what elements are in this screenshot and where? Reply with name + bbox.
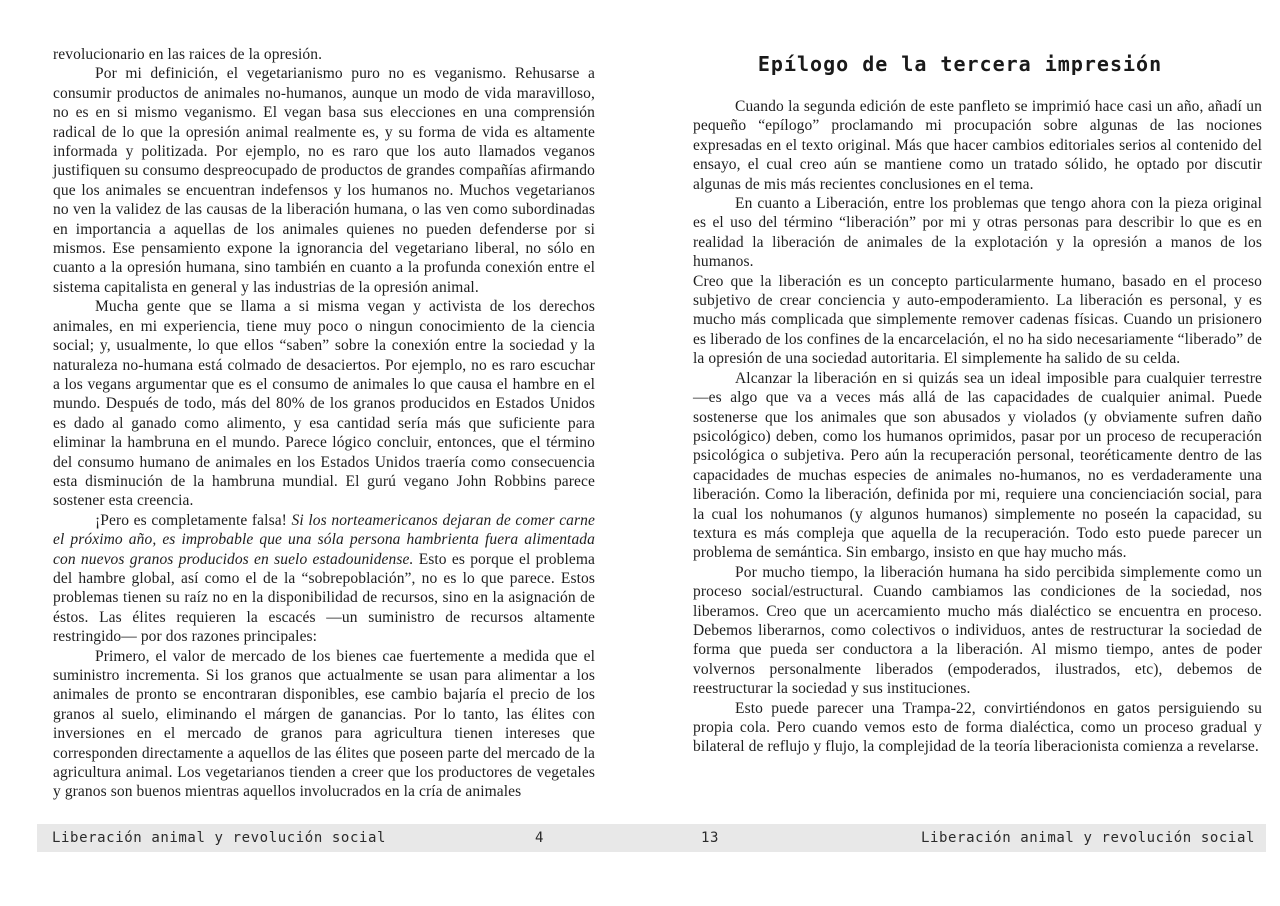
footer-right-page-number: 13 [701, 830, 720, 846]
paragraph [693, 194, 1262, 272]
paragraph [53, 647, 595, 802]
text-run: revolucionario en las raices de la opresión. [53, 46, 323, 63]
text-run: Creo que la liberación es un concepto particularmente humano, basado en el proceso subjetivo de crear conciencia y auto-empoderamiento. La liberación es personal, y es mucho más complicada que simplemente remover cadenas físicas. Cuando un prisionero es liberado de los confines de la encarcelación, el no ha sido necesariamente “liberado” de la opresión de una sociedad autoritaria. El simplemente ha salido de su celda. [693, 272, 1262, 368]
text-run: Cuando la segunda edición de este panfleto se imprimió hace casi un año, añadí un pequeño “epílogo” proclamando mi procupación sobre algunas de las nociones expresadas en el texto original. Más que hacer cambios editoriales serios al contenido del ensayo, el cual creo aún se mantiene como un tratado sólido, he optado por discutir algunas de mis más recientes conclusiones en el tema. [693, 98, 1262, 193]
text-run: Primero, el valor de mercado de los bienes cae fuertemente a medida que el suministro incrementa. Si los granos que actualmente se usan para alimentar a los animales de pronto se encontraran disponibles, ese cambio bajaría el precio de los granos al suelo, eliminando el márgen de ganancias. Por lo tanto, las élites con inversiones en el mercado de granos para agricultura tienen intereses que corresponden directamente a aquellos de las élites que poseen parte del mercado de la agricultura animal. Los vegetarianos tienden a creer que los productores de vegetales y granos son buenos mientras aquellos involucrados en la cría de animales [53, 647, 595, 801]
text-run: Esto es porque el problema del hambre global, así como el de la “sobrepoblación”, no es lo que parece. Estos problemas tienen su raíz no en la disponibilidad de recursos, sino en la asignación de éstos. Las élites requieren la escacés —un suministro de recursos altamente restringido— por dos razones principales: [53, 550, 595, 646]
footer-left-page-number: 4 [535, 830, 545, 846]
paragraph [53, 45, 595, 64]
footer-left-title: Liberación animal y revolución social [52, 830, 387, 846]
left-page-text [53, 45, 595, 802]
text-run: Por mi definición, el vegetarianismo puro no es veganismo. Rehusarse a consumir productos de animales no-humanos, aunque un modo de vida maravilloso, no es en si mismo veganismo. El vegan basa sus elecciones en una comprensión radical de lo que la opresión animal realmente es, y su forma de vida es altamente informada y politizada. Por ejemplo, no es raro que los auto llamados veganos justifiquen su consumo despreocupado de productos de grandes compañías afirmando que los animales se encuentran indefensos y los humanos no. Muchos vegetarianos no ven la validez de las causas de la liberación humana, o las ven como subordinadas en importancia a aquellas de los animales quienes no pueden defenderse por si mismos. Ese pensamiento expone la ignorancia del vegetariano liberal, no sólo en cuanto a la opresión humana, sino también en cuanto a la profunda conexión entre el sistema capitalista en general y las industrias de la opresión animal. [53, 65, 595, 296]
text-run: Esto puede parecer una Trampa-22, convirtiéndonos en gatos persiguiendo su propia cola. Pero cuando vemos esto de forma dialéctica, como un proceso gradual y bilateral de reflujo y flujo, la complejidad de la teoría liberacionista comienza a revelarse. [693, 699, 1262, 756]
footer-right-title: Liberación animal y revolución social [920, 830, 1255, 846]
text-run: Por mucho tiempo, la liberación humana ha sido percibida simplemente como un proceso social/estructural. Cuando cambiamos las condiciones de la sociedad, nos liberamos. Creo que un acercamiento mucho más dialéctico se encuentra en proceso. Debemos liberarnos, como colectivos o individuos, antes de restructurar la sociedad de forma que pueda ser conductora a la liberación. Al mismo tiempo, antes de poder volvernos personalmente liberados (empoderados, ilustrados, etc), debemos de reestructurar la sociedad y sus instituciones. [693, 563, 1262, 698]
footer-bar [37, 824, 1266, 852]
paragraph [693, 563, 1262, 699]
right-page-heading: Epílogo de la tercera impresión [757, 52, 1163, 76]
paragraph [53, 297, 595, 510]
paragraph [693, 369, 1262, 563]
paragraph [53, 64, 595, 297]
italic-text-run: Si los norteamericanos dejaran de comer carne el próximo año, es improbable que una sóla persona hambrienta fuera alimentada con nuevos granos producidos en suelo estadounidense. [53, 511, 595, 568]
right-page-text [693, 97, 1262, 757]
text-run: En cuanto a Liberación, entre los problemas que tengo ahora con la pieza original es el uso del término “liberación” por mi y otras personas para describir lo que es en realidad la liberación de animales de la explotación y la opresión a manos de los humanos. [693, 195, 1262, 271]
paragraph [693, 699, 1262, 757]
paragraph [53, 511, 595, 647]
text-run: Alcanzar la liberación en si quizás sea un ideal imposible para cualquier terrestre —es algo que va a veces más allá de las capacidades de cualquier animal. Puede sostenerse que los animales que son abusados y violados (y obviamente sufren daño psicológico) deben, como los humanos oprimidos, pasar por un proceso de recuperación psicológica o subjetiva. Pero aún la recuperación personal, teoréticamente dentro de las capacidades de muchas especies de animales no-humanos, no es verdaderamente una liberación. Como la liberación, definida por mi, requiere una concienciación social, para la cual los nohumanos (y algunos humanos) simplemente no poseén la capacidad, su textura es más compleja que aquella de la recuperación. Todo esto puede parecer un problema de semántica. Sin embargo, insisto en que hay mucho más. [693, 369, 1262, 562]
paragraph [693, 97, 1262, 194]
paragraph [693, 272, 1262, 369]
text-run: ¡Pero es completamente falsa! [95, 511, 292, 529]
text-run: Mucha gente que se llama a si misma vegan y activista de los derechos animales, en mi experiencia, tiene muy poco o ningun conocimiento de la ciencia social; y, usualmente, lo que ellos “saben” sobre la conexión entre la sociedad y la naturaleza no-humana está colmado de desaciertos. Por ejemplo, no es raro escuchar a los vegans argumentar que es el consumo de animales lo que causa el hambre en el mundo. Después de todo, más del 80% de los granos producidos en Estados Unidos es dado al ganado como alimento, y esa cantidad sería más que suficiente para eliminar la hambruna en el mundo. Parece lógico concluir, entonces, que el término del consumo humano de animales en los Estados Unidos traería como consecuencia esta disminución de la hambruna mundial. El gurú vegano John Robbins parece sostener esta creencia. [53, 298, 595, 510]
